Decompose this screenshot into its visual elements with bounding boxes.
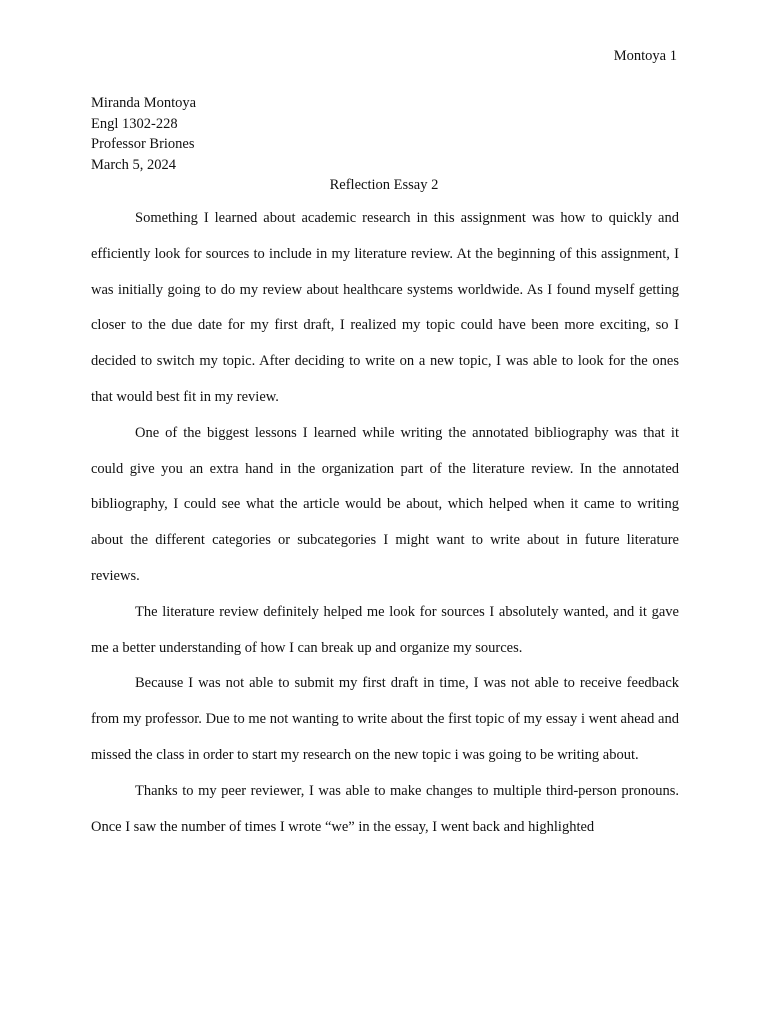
essay-title: Reflection Essay 2	[329, 177, 439, 193]
course-code: Engl 1302-228	[91, 115, 178, 132]
heading-block	[91, 93, 196, 175]
paragraph: Thanks to my peer reviewer, I was able to make changes to multiple third-person pronouns. Once I saw the number of times I wrote “we” in the essay, I went back and highlighted	[91, 782, 679, 835]
instructor-name: Professor Briones	[91, 136, 195, 152]
paragraph: Something I learned about academic research in this assignment was how to quickly and efficiently look for sources to include in my literature review. At the beginning of this assignment, I was initially going to do my review about healthcare systems worldwide. As I found myself getting closer to the due date for my first draft, I realized my topic could have been more exciting, so I decided to switch my topic. After deciding to write on a new topic, I was able to look for the ones that would best fit in my review.	[91, 210, 679, 405]
essay-body	[91, 201, 679, 845]
document-date: March 5, 2024	[91, 156, 176, 173]
paragraph: The literature review definitely helped me look for sources I absolutely wanted, and it gave me a better understanding of how I can break up and organize my sources.	[91, 603, 679, 656]
paragraph: Because I was not able to submit my first draft in time, I was not able to receive feedback from my professor. Due to me not wanting to write about the first topic of my essay i went ahead and missed the class in order to start my research on the new topic i was going to be writing about.	[91, 675, 679, 763]
author-name: Miranda Montoya	[91, 95, 197, 111]
running-head: Montoya 1	[613, 48, 677, 64]
paragraph: One of the biggest lessons I learned while writing the annotated bibliography was that it could give you an extra hand in the organization part of the literature review. In the annotated bibliography, I could see what the article would be about, which helped when it came to writing about the different categories or subcategories I might want to write about in future literature reviews.	[91, 424, 679, 584]
